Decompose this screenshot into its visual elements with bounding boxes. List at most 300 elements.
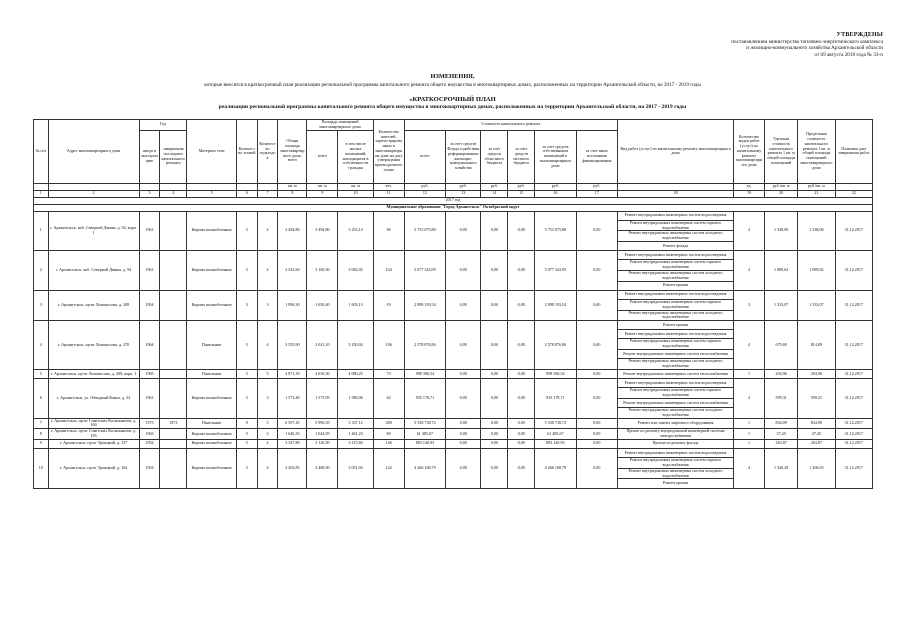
cell-loc: 0,00 bbox=[508, 211, 535, 251]
header-residents: Количество жителей, зарегистрированных в многоквартирном доме на дату утверждения краткосрочного плана bbox=[373, 120, 404, 184]
cell-living: 1 580,06 bbox=[338, 379, 373, 419]
cell-spec: 1 533,07 bbox=[765, 290, 798, 320]
cell-wall: Кирпич шлакоблочные bbox=[187, 211, 237, 251]
header-cost-group: Стоимость капитального ремонта bbox=[404, 120, 617, 131]
cell-address: г. Архангельск, пр-кт Советских Космонавтов, д. 195 bbox=[48, 429, 139, 440]
cell-work: Ремонт внутридомовых инженерных систем холодного водоснабжения bbox=[618, 270, 734, 281]
cell-vol: 1 bbox=[734, 429, 765, 440]
unit-cell: руб. bbox=[576, 183, 617, 190]
cell-address: г. Архангельск, пр-кт Советских Космонавтов, д. 160 bbox=[48, 418, 139, 429]
cell-fund: 0,00 bbox=[446, 369, 481, 378]
cell-area: 1 650,40 bbox=[307, 290, 338, 320]
cell-year_o bbox=[160, 211, 187, 251]
cell-max: 37,45 bbox=[798, 429, 835, 440]
approval-line-3: от 09 августа 2018 года № 33-п bbox=[814, 51, 883, 58]
column-number: 20 bbox=[765, 190, 798, 197]
unit-cell bbox=[187, 183, 237, 190]
header-cost-fund: за счет средств Фонда содействия реформированию жилищно-коммунального хозяйства bbox=[446, 130, 481, 183]
cell-year_o bbox=[160, 251, 187, 291]
unit-cell: руб./кв. м bbox=[765, 183, 798, 190]
cell-loc: 0,00 bbox=[508, 369, 535, 378]
cell-year: 1961 bbox=[139, 251, 160, 291]
cell-num: 6 bbox=[34, 379, 49, 419]
cell-area: 1 644,95 bbox=[307, 429, 338, 440]
cell-address: г. Архангельск, пр-кт Троицкий, д. 104 bbox=[48, 448, 139, 488]
cell-year: 1963 bbox=[139, 429, 160, 440]
cell-cost: 2 898 193,54 bbox=[404, 290, 445, 320]
cell-max: 1 306,03 bbox=[798, 448, 835, 488]
unit-cell bbox=[835, 183, 872, 190]
cell-year_o bbox=[160, 290, 187, 320]
cell-vol: 1 bbox=[734, 439, 765, 448]
cell-date: 31.12.2017 bbox=[835, 379, 872, 419]
cell-year: 1954 bbox=[139, 448, 160, 488]
cell-year: 1961 bbox=[139, 379, 160, 419]
cell-area: 3 468,30 bbox=[307, 448, 338, 488]
cell-vol: 4 bbox=[734, 251, 765, 291]
cell-work: Ремонт внутридомовых инженерных систем водоотведения bbox=[618, 251, 734, 260]
unit-cell: руб./кв. м bbox=[798, 183, 835, 190]
unit-cell bbox=[48, 183, 139, 190]
cell-num: 4 bbox=[34, 321, 49, 370]
cell-total: 1 573,40 bbox=[278, 379, 307, 419]
table-row bbox=[34, 290, 873, 299]
cell-spec: 263,87 bbox=[765, 439, 798, 448]
cell-work: Ремонт внутридомовых инженерных систем горячего водоснабжения bbox=[618, 260, 734, 271]
cell-total: 6 597,45 bbox=[278, 418, 307, 429]
column-number: 17 bbox=[576, 190, 617, 197]
table-row bbox=[34, 211, 873, 220]
cell-own: 5 077 343,95 bbox=[535, 251, 576, 291]
unit-cell: кв. м bbox=[338, 183, 373, 190]
cell-address: г. Архангельск, наб. Северной Двины, д. 94 bbox=[48, 251, 139, 291]
column-number: 18 bbox=[618, 190, 734, 197]
cell-reg: 0,00 bbox=[481, 439, 508, 448]
table-row bbox=[34, 418, 873, 429]
unit-cell: кв. м bbox=[278, 183, 307, 190]
cell-year_o bbox=[160, 379, 187, 419]
cell-floors: 5 bbox=[236, 379, 257, 419]
cell-work: Ремонт внутридомовых инженерных систем горячего водоснабжения bbox=[618, 339, 734, 350]
cell-area: 1 573,95 bbox=[307, 379, 338, 419]
cell-ent: 3 bbox=[257, 290, 278, 320]
cell-own: 4 266 168,79 bbox=[535, 448, 576, 488]
header-year: Год bbox=[139, 120, 187, 131]
column-number: 22 bbox=[835, 190, 872, 197]
unit-cell: ед. bbox=[734, 183, 765, 190]
cell-work: Ремонт или замена лифтового оборудования bbox=[618, 418, 734, 429]
cell-living: 1 603,13 bbox=[338, 290, 373, 320]
cell-work: Ремонт внутридомовых инженерных систем холодного водоснабжения bbox=[618, 310, 734, 321]
header-area-living: в том числе жилых помещений, находящихся в собственности граждан bbox=[338, 130, 373, 183]
header-specific-cost: Удельная стоимость капитального ремонта 1 кв. м общей площади помещений bbox=[765, 120, 798, 184]
column-number: 21 bbox=[798, 190, 835, 197]
approval-line-2: и жилищно-коммунального хозяйства Архангельской области bbox=[746, 45, 883, 52]
cell-spec: 37,45 bbox=[765, 429, 798, 440]
cell-res: 73 bbox=[373, 369, 404, 378]
cell-work: Ремонт крыши bbox=[618, 479, 734, 488]
header-year-overhaul: завершения последнего капитального ремонта bbox=[160, 130, 187, 183]
cell-total: 4 871,30 bbox=[278, 369, 307, 378]
table-row bbox=[34, 379, 873, 388]
cell-year: 1973 bbox=[139, 418, 160, 429]
cell-year_o bbox=[160, 321, 187, 370]
cell-floors: 9 bbox=[236, 418, 257, 429]
cell-wall: Панельные bbox=[187, 369, 237, 378]
cell-year: 1964 bbox=[139, 321, 160, 370]
table-row bbox=[34, 251, 873, 260]
cell-area: 3 494,80 bbox=[307, 211, 338, 251]
column-number: 3 bbox=[139, 190, 160, 197]
cell-fund: 0,00 bbox=[446, 290, 481, 320]
municipality-label: Муниципальное образование "Город Архангельск" Октябрьский округ bbox=[34, 204, 873, 211]
header-wall: Материал стен bbox=[187, 120, 237, 184]
cell-date: 31.12.2017 bbox=[835, 448, 872, 488]
cell-floors: 5 bbox=[236, 211, 257, 251]
cell-total: 3 347,80 bbox=[278, 439, 307, 448]
cell-res: 69 bbox=[373, 429, 404, 440]
cell-address: г. Архангельск, пр-кт Ломоносова, д. 209, корп. 1 bbox=[48, 369, 139, 378]
cell-cost: 2 578 876,86 bbox=[404, 321, 445, 370]
cell-living: 3 051,04 bbox=[338, 448, 373, 488]
unit-cell: руб. bbox=[404, 183, 445, 190]
cell-work: Ремонт внутридомовых инженерных систем холодного водоснабжения bbox=[618, 359, 734, 370]
cell-reg: 0,00 bbox=[481, 211, 508, 251]
cell-fund: 0,00 bbox=[446, 429, 481, 440]
cell-year_o bbox=[160, 369, 187, 378]
cell-work: Ремонт внутридомовых инженерных систем холодного водоснабжения bbox=[618, 468, 734, 479]
cell-work: Прочие по ремонту внутридомовой инженерной системы электроснабжения bbox=[618, 429, 734, 440]
cell-date: 31.12.2017 bbox=[835, 321, 872, 370]
cell-work: Ремонт внутридомовых инженерных систем холодного водоснабжения bbox=[618, 408, 734, 419]
unit-cell: руб. bbox=[535, 183, 576, 190]
cell-work: Ремонт внутридомовых инженерных систем горячего водоснабжения bbox=[618, 299, 734, 310]
table-row bbox=[34, 439, 873, 448]
cell-num: 5 bbox=[34, 369, 49, 378]
column-number: 16 bbox=[535, 190, 576, 197]
header-area-all: всего bbox=[307, 130, 338, 183]
cell-wall: Кирпич шлакоблочные bbox=[187, 379, 237, 419]
cell-loc: 0,00 bbox=[508, 439, 535, 448]
plan-title: «КРАТКОСРОЧНЫЙ ПЛАН bbox=[409, 96, 496, 103]
cell-other: 0,00 bbox=[576, 429, 617, 440]
column-number: 14 bbox=[481, 190, 508, 197]
cell-ent: 5 bbox=[257, 369, 278, 378]
cell-date: 31.12.2017 bbox=[835, 211, 872, 251]
unit-cell: кв. м bbox=[307, 183, 338, 190]
cell-address: г. Архангельск, пр-кт Троицкий, д. 157 bbox=[48, 439, 139, 448]
cell-other: 0,00 bbox=[576, 321, 617, 370]
cell-living: 3 250,04 bbox=[338, 321, 373, 370]
cell-own: 2 578 876,86 bbox=[535, 321, 576, 370]
column-number: 8 bbox=[278, 190, 307, 197]
cell-max: 1 338,06 bbox=[798, 211, 835, 251]
cell-living: 3 253,14 bbox=[338, 211, 373, 251]
cell-work: Ремонт внутридомовых инженерных систем горячего водоснабжения bbox=[618, 388, 734, 399]
plan-subtitle: реализации региональной программы капитального ремонта общего имущества в многоквартирных домах, расположенных на территории Архангельской области, на 2017 - 2019 годы bbox=[218, 104, 687, 110]
cell-res: 280 bbox=[373, 418, 404, 429]
cell-wall: Кирпич шлакоблочные bbox=[187, 251, 237, 291]
cell-other: 0,00 bbox=[576, 418, 617, 429]
column-number: 2 bbox=[48, 190, 139, 197]
plan-table bbox=[33, 119, 873, 489]
cell-total: 3 543,60 bbox=[278, 251, 307, 291]
header-cost-all: всего bbox=[404, 130, 445, 183]
cell-own: 5 538 738,72 bbox=[535, 418, 576, 429]
cell-floors: 5 bbox=[236, 321, 257, 370]
cell-work: Ремонт внутридомовых инженерных систем водоотведения bbox=[618, 290, 734, 299]
cell-year_o bbox=[160, 439, 187, 448]
cell-max: 814,89 bbox=[798, 321, 835, 370]
cell-spec: 1 320,29 bbox=[765, 448, 798, 488]
column-numbers-row bbox=[34, 190, 873, 197]
cell-other: 0,00 bbox=[576, 439, 617, 448]
cell-reg: 0,00 bbox=[481, 418, 508, 429]
column-number: 13 bbox=[446, 190, 481, 197]
cell-area: 5 996,35 bbox=[307, 418, 338, 429]
cell-cost: 5 077 343,95 bbox=[404, 251, 445, 291]
cell-reg: 0,00 bbox=[481, 379, 508, 419]
unit-cell bbox=[160, 183, 187, 190]
cell-year: 1961 bbox=[139, 211, 160, 251]
cell-res: 142 bbox=[373, 448, 404, 488]
cell-area: 3 160,30 bbox=[307, 251, 338, 291]
cell-ent: 4 bbox=[257, 321, 278, 370]
column-number: 5 bbox=[187, 190, 237, 197]
cell-total: 3 555,90 bbox=[278, 321, 307, 370]
cell-date: 31.12.2017 bbox=[835, 251, 872, 291]
cell-living: 3 215,84 bbox=[338, 439, 373, 448]
cell-other: 0,00 bbox=[576, 251, 617, 291]
cell-floors: 5 bbox=[236, 369, 257, 378]
cell-floors: 5 bbox=[236, 448, 257, 488]
cell-wall: Кирпич шлакоблочные bbox=[187, 439, 237, 448]
cell-vol: 4 bbox=[734, 448, 765, 488]
unit-cell bbox=[139, 183, 160, 190]
cell-work: Ремонт крыши bbox=[618, 281, 734, 290]
column-number: 1 bbox=[34, 190, 49, 197]
cell-num: 2 bbox=[34, 251, 49, 291]
cell-ent: 5 bbox=[257, 418, 278, 429]
unit-cell bbox=[34, 183, 49, 190]
cell-other: 0,00 bbox=[576, 290, 617, 320]
cell-floors: 5 bbox=[236, 429, 257, 440]
cell-year: 1954 bbox=[139, 290, 160, 320]
header-deadline: Плановая дата завершения работ bbox=[835, 120, 872, 184]
cell-address: г. Архангельск, ул. Обводный Канал, д. 34 bbox=[48, 379, 139, 419]
cell-num: 7 bbox=[34, 418, 49, 429]
cell-own: 2 898 193,54 bbox=[535, 290, 576, 320]
cell-living: 5 337,12 bbox=[338, 418, 373, 429]
cell-num: 10 bbox=[34, 448, 49, 488]
cell-living: 1 461,23 bbox=[338, 429, 373, 440]
table-row bbox=[34, 448, 873, 457]
cell-area: 3 126,50 bbox=[307, 439, 338, 448]
unit-cell bbox=[236, 183, 257, 190]
cell-fund: 0,00 bbox=[446, 448, 481, 488]
header-cost-other: за счет иных источников финансирования bbox=[576, 130, 617, 183]
cell-fund: 0,00 bbox=[446, 439, 481, 448]
header-cost-local: за счет средств местного бюджета bbox=[508, 130, 535, 183]
cell-work: Ремонт внутридомовых инженерных систем водоотведения bbox=[618, 448, 734, 457]
cell-cost: 998 396,54 bbox=[404, 369, 445, 378]
cell-work: Ремонт внутридомовых инженерных систем водоотведения bbox=[618, 330, 734, 339]
header-entrances: Количество подъездов bbox=[257, 120, 278, 184]
cell-date: 31.12.2017 bbox=[835, 429, 872, 440]
cell-cost: 5 753 075,80 bbox=[404, 211, 445, 251]
cell-vol: 4 bbox=[734, 379, 765, 419]
column-number: 11 bbox=[373, 190, 404, 197]
unit-cell: руб. bbox=[446, 183, 481, 190]
column-number: 4 bbox=[160, 190, 187, 197]
year-row bbox=[34, 197, 873, 204]
unit-cell: руб. bbox=[481, 183, 508, 190]
cell-cost: 5 538 738,72 bbox=[404, 418, 445, 429]
approval-line-1: постановлением министерства топливно-энергетического комплекса bbox=[731, 38, 883, 45]
header-cost-owners: за счет средств собственников помещений в многоквартирном доме bbox=[535, 130, 576, 183]
cell-ent: 3 bbox=[257, 379, 278, 419]
cell-wall: Кирпич шлакоблочные bbox=[187, 290, 237, 320]
cell-cost: 4 266 168,79 bbox=[404, 448, 445, 488]
cell-date: 31.12.2017 bbox=[835, 439, 872, 448]
cell-address: г. Архангельск, пр-кт Ломоносова, д. 270 bbox=[48, 321, 139, 370]
cell-max: 834,09 bbox=[798, 418, 835, 429]
cell-spec: 679,69 bbox=[765, 321, 798, 370]
approval-block bbox=[663, 32, 883, 58]
cell-num: 8 bbox=[34, 429, 49, 440]
cell-loc: 0,00 bbox=[508, 418, 535, 429]
cell-ent: 4 bbox=[257, 251, 278, 291]
cell-own: 61 485,67 bbox=[535, 429, 576, 440]
cell-max: 204,96 bbox=[798, 369, 835, 378]
column-number: 9 bbox=[307, 190, 338, 197]
cell-wall: Кирпич шлакоблочные bbox=[187, 448, 237, 488]
cell-res: 196 bbox=[373, 321, 404, 370]
cell-total: 3 263,85 bbox=[278, 448, 307, 488]
cell-cost: 883 140,93 bbox=[404, 439, 445, 448]
cell-living: 4 080,25 bbox=[338, 369, 373, 378]
cell-cost: 935 178,71 bbox=[404, 379, 445, 419]
cell-reg: 0,00 bbox=[481, 429, 508, 440]
cell-vol: 4 bbox=[734, 211, 765, 251]
cell-own: 5 753 075,80 bbox=[535, 211, 576, 251]
cell-other: 0,00 bbox=[576, 369, 617, 378]
cell-wall: Панельные bbox=[187, 321, 237, 370]
cell-cost: 61 485,67 bbox=[404, 429, 445, 440]
cell-total: 1 646,35 bbox=[278, 429, 307, 440]
cell-loc: 0,00 bbox=[508, 251, 535, 291]
cell-res: 62 bbox=[373, 379, 404, 419]
cell-work: Ремонт внутридомовых инженерных систем теплоснабжения bbox=[618, 369, 734, 378]
cell-work: Ремонт внутридомовых инженерных систем теплоснабжения bbox=[618, 398, 734, 407]
cell-vol: 1 bbox=[734, 418, 765, 429]
header-address: Адрес многоквартирного дома bbox=[48, 120, 139, 184]
header-max-cost: Предельная стоимость капитального ремонта 1 кв. м общей площади помещений многоквартирного дома bbox=[798, 120, 835, 184]
cell-total: 1 896,30 bbox=[278, 290, 307, 320]
cell-date: 31.12.2017 bbox=[835, 290, 872, 320]
cell-loc: 0,00 bbox=[508, 290, 535, 320]
cell-num: 1 bbox=[34, 211, 49, 251]
cell-vol: 1 bbox=[734, 369, 765, 378]
cell-own: 883 140,93 bbox=[535, 439, 576, 448]
cell-ent: 3 bbox=[257, 429, 278, 440]
cell-living: 3 062,02 bbox=[338, 251, 373, 291]
header-total-area: Общая площадь многоквартирного дома, всего bbox=[278, 120, 307, 184]
approval-title: УТВЕРЖДЕНЫ bbox=[836, 32, 883, 38]
cell-work: Ремонт внутридомовых инженерных систем горячего водоснабжения bbox=[618, 458, 734, 469]
cell-loc: 0,00 bbox=[508, 321, 535, 370]
column-number: 12 bbox=[404, 190, 445, 197]
unit-cell bbox=[618, 183, 734, 190]
cell-other: 0,00 bbox=[576, 448, 617, 488]
cell-reg: 0,00 bbox=[481, 369, 508, 378]
cell-wall: Панельные bbox=[187, 418, 237, 429]
unit-cell bbox=[257, 183, 278, 190]
cell-total: 3 494,80 bbox=[278, 211, 307, 251]
cell-max: 1 089,62 bbox=[798, 251, 835, 291]
cell-vol: 3 bbox=[734, 290, 765, 320]
header-num: № п/п bbox=[34, 120, 49, 184]
cell-loc: 0,00 bbox=[508, 379, 535, 419]
cell-res: 19 bbox=[373, 290, 404, 320]
cell-year_o bbox=[160, 448, 187, 488]
unit-cell: руб. bbox=[508, 183, 535, 190]
cell-loc: 0,00 bbox=[508, 448, 535, 488]
cell-vol: 4 bbox=[734, 321, 765, 370]
cell-address: г. Архангельск, пр-кт Ломоносова, д. 208 bbox=[48, 290, 139, 320]
cell-floors: 3 bbox=[236, 290, 257, 320]
cell-area: 4 016,30 bbox=[307, 369, 338, 378]
year-label: 2017 год bbox=[34, 197, 873, 204]
cell-date: 31.12.2017 bbox=[835, 369, 872, 378]
table-row bbox=[34, 429, 873, 440]
header-volume: Количество видов работ (услуг) по капитальному ремонту многоквартирного дома bbox=[734, 120, 765, 184]
column-number: 15 bbox=[508, 190, 535, 197]
cell-work: Ремонт крыши bbox=[618, 321, 734, 330]
cell-year: 1954 bbox=[139, 439, 160, 448]
unit-cell: чел. bbox=[373, 183, 404, 190]
cell-year_o bbox=[160, 429, 187, 440]
municipality-row bbox=[34, 204, 873, 211]
cell-spec: 1 089,62 bbox=[765, 251, 798, 291]
cell-fund: 0,00 bbox=[446, 379, 481, 419]
cell-wall: Кирпич шлакоблочные bbox=[187, 429, 237, 440]
column-number: 6 bbox=[236, 190, 257, 197]
cell-reg: 0,00 bbox=[481, 251, 508, 291]
cell-work: Прочие по ремонту фасада bbox=[618, 439, 734, 448]
cell-ent: 4 bbox=[257, 448, 278, 488]
cell-address: г. Архангельск, наб. Северной Двины, д. 92, корп. 1 bbox=[48, 211, 139, 251]
cell-reg: 0,00 bbox=[481, 321, 508, 370]
cell-res: 144 bbox=[373, 251, 404, 291]
cell-work: Ремонт внутридомовых инженерных систем холодного водоснабжения bbox=[618, 231, 734, 242]
column-number: 10 bbox=[338, 190, 373, 197]
cell-ent: 4 bbox=[257, 211, 278, 251]
document-title: ИЗМЕНЕНИЯ, bbox=[430, 73, 475, 80]
cell-fund: 0,00 bbox=[446, 321, 481, 370]
header-area-group: Площадь помещений многоквартирного дома bbox=[307, 120, 373, 131]
cell-other: 0,00 bbox=[576, 211, 617, 251]
cell-ent: 4 bbox=[257, 439, 278, 448]
cell-reg: 0,00 bbox=[481, 448, 508, 488]
cell-other: 0,00 bbox=[576, 379, 617, 419]
header-cost-regional: за счет средств областного бюджета bbox=[481, 130, 508, 183]
cell-year: 1965 bbox=[139, 369, 160, 378]
cell-fund: 0,00 bbox=[446, 251, 481, 291]
column-number: 19 bbox=[734, 190, 765, 197]
cell-spec: 599,31 bbox=[765, 379, 798, 419]
cell-fund: 0,00 bbox=[446, 211, 481, 251]
